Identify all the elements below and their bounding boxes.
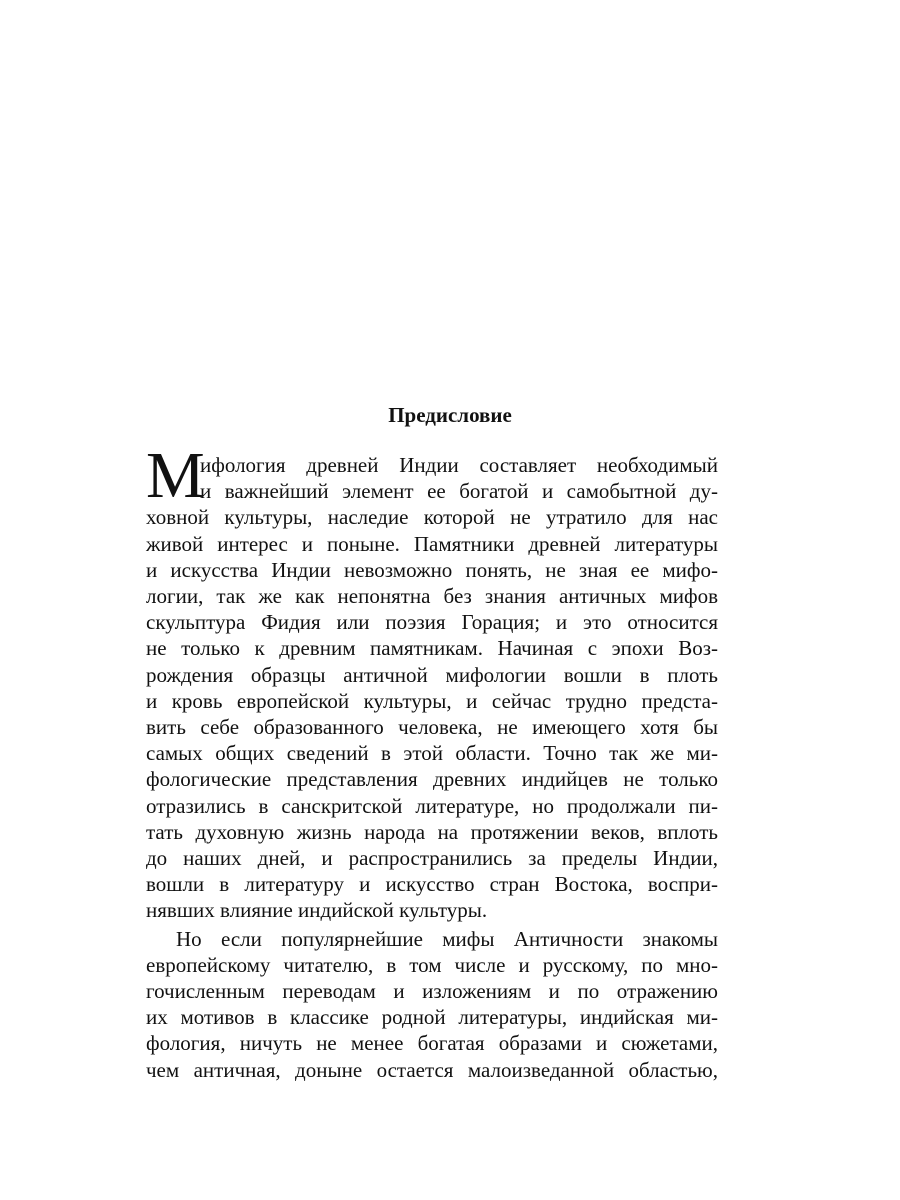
paragraph-1-line: скульптура Фидия или поэзия Горация; и это относится (146, 610, 718, 635)
paragraph-2-line: чем античная, доныне остается малоизведанной областью, (146, 1057, 718, 1082)
paragraph-1-line: самых общих сведений в этой области. Точно так же ми- (146, 741, 718, 766)
paragraph-1-line: тать духовную жизнь народа на протяжении веков, вплоть (146, 819, 718, 844)
paragraph-1-line: нявших влияние индийской культуры. (146, 898, 488, 923)
paragraph-1-line: фологические представления древних индийцев не только (146, 767, 718, 792)
paragraph-2-line: европейскому читателю, в том числе и русскому, по мно- (146, 952, 718, 977)
paragraph-1-line: логии, так же как непонятна без знания античных мифов (146, 584, 718, 608)
drop-cap: М (146, 439, 205, 512)
paragraph-1-line: отразились в санскритской литературе, но продолжали пи- (146, 793, 718, 818)
paragraph-1-line: и кровь европейской культуры, и сейчас трудно предста- (146, 688, 718, 713)
paragraph-1-line: рождения образцы античной мифологии вошли в плоть (146, 662, 718, 687)
paragraph-1-line: и искусства Индии невозможно понять, не зная ее мифо- (146, 557, 718, 582)
paragraph-1-line: вошли в литературу и искусство стран Востока, воспри- (146, 872, 718, 897)
paragraph-1-line: живой интерес и поныне. Памятники древней литературы (146, 531, 718, 556)
paragraph-2-line: фология, ничуть не менее богатая образами и сюжетами, (146, 1031, 718, 1056)
page-title: Предисловие (388, 403, 512, 427)
paragraph-2-line: гочисленным переводам и изложениям и по отражению (146, 979, 718, 1003)
paragraph-2-line: их мотивов в классике родной литературы, индийская ми- (146, 1005, 718, 1030)
paragraph-2-line: Но если популярнейшие мифы Античности знакомы (176, 926, 718, 951)
paragraph-1-line: не только к древним памятникам. Начиная с эпохи Воз- (146, 636, 718, 661)
paragraph-1-line: и важнейший элемент ее богатой и самобытной ду- (200, 479, 718, 504)
paragraph-1-line: ифология древней Индии составляет необходимый (200, 453, 718, 477)
paragraph-1-line: до наших дней, и распространились за пределы Индии, (146, 846, 718, 870)
paragraph-1-line: ховной культуры, наследие которой не утратило для нас (146, 505, 718, 530)
paragraph-1-line: вить себе образованного человека, не имеющего хотя бы (146, 715, 718, 739)
